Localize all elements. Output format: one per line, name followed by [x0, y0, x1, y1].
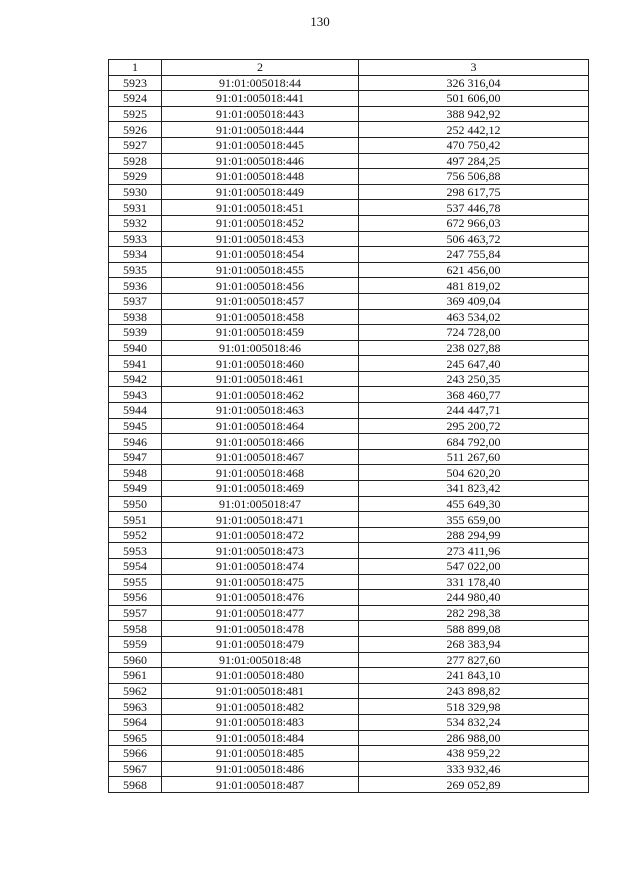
table-row [109, 590, 589, 606]
cadastral-number-cell: 91:01:005018:443 [162, 106, 359, 122]
value-cell: 463 534,02 [359, 309, 589, 325]
cadastral-number-cell: 91:01:005018:478 [162, 621, 359, 637]
value-cell: 684 792,00 [359, 434, 589, 450]
value-cell: 547 022,00 [359, 559, 589, 575]
cadastral-number-cell: 91:01:005018:446 [162, 153, 359, 169]
row-number-cell: 5929 [109, 169, 162, 185]
cadastral-number-cell: 91:01:005018:441 [162, 91, 359, 107]
value-cell: 455 649,30 [359, 496, 589, 512]
cadastral-number-cell: 91:01:005018:464 [162, 418, 359, 434]
row-number-cell: 5924 [109, 91, 162, 107]
value-cell: 243 250,35 [359, 371, 589, 387]
row-number-cell: 5943 [109, 387, 162, 403]
cadastral-number-cell: 91:01:005018:448 [162, 169, 359, 185]
cadastral-number-cell: 91:01:005018:467 [162, 449, 359, 465]
table-row [109, 278, 589, 294]
value-cell: 288 294,99 [359, 527, 589, 543]
row-number-cell: 5949 [109, 481, 162, 497]
table-row [109, 574, 589, 590]
row-number-cell: 5961 [109, 668, 162, 684]
cadastral-number-cell: 91:01:005018:485 [162, 746, 359, 762]
value-cell: 388 942,92 [359, 106, 589, 122]
row-number-cell: 5930 [109, 184, 162, 200]
cadastral-number-cell: 91:01:005018:475 [162, 574, 359, 590]
table-row [109, 75, 589, 91]
table-row [109, 636, 589, 652]
table-row [109, 293, 589, 309]
row-number-cell: 5947 [109, 449, 162, 465]
row-number-cell: 5952 [109, 527, 162, 543]
row-number-cell: 5958 [109, 621, 162, 637]
table-row [109, 559, 589, 575]
table-row [109, 652, 589, 668]
value-cell: 438 959,22 [359, 746, 589, 762]
row-number-cell: 5940 [109, 340, 162, 356]
table-row [109, 122, 589, 138]
table-row [109, 137, 589, 153]
row-number-cell: 5923 [109, 75, 162, 91]
table-row [109, 434, 589, 450]
cadastral-number-cell: 91:01:005018:479 [162, 636, 359, 652]
table-row [109, 683, 589, 699]
column-header-3: 3 [359, 60, 589, 76]
row-number-cell: 5925 [109, 106, 162, 122]
table-row [109, 668, 589, 684]
row-number-cell: 5956 [109, 590, 162, 606]
table-row [109, 777, 589, 793]
cadastral-number-cell: 91:01:005018:484 [162, 730, 359, 746]
value-cell: 247 755,84 [359, 247, 589, 263]
table-row [109, 543, 589, 559]
row-number-cell: 5968 [109, 777, 162, 793]
value-cell: 286 988,00 [359, 730, 589, 746]
cadastral-number-cell: 91:01:005018:487 [162, 777, 359, 793]
table-row [109, 527, 589, 543]
row-number-cell: 5963 [109, 699, 162, 715]
table-row [109, 761, 589, 777]
row-number-cell: 5934 [109, 247, 162, 263]
column-header-2: 2 [162, 60, 359, 76]
row-number-cell: 5937 [109, 293, 162, 309]
row-number-cell: 5965 [109, 730, 162, 746]
cadastral-number-cell: 91:01:005018:473 [162, 543, 359, 559]
row-number-cell: 5957 [109, 605, 162, 621]
row-number-cell: 5966 [109, 746, 162, 762]
value-cell: 333 932,46 [359, 761, 589, 777]
cadastral-number-cell: 91:01:005018:458 [162, 309, 359, 325]
cadastral-number-cell: 91:01:005018:461 [162, 371, 359, 387]
row-number-cell: 5932 [109, 215, 162, 231]
table-row [109, 512, 589, 528]
row-number-cell: 5946 [109, 434, 162, 450]
table-row [109, 231, 589, 247]
value-cell: 273 411,96 [359, 543, 589, 559]
row-number-cell: 5950 [109, 496, 162, 512]
table-row [109, 356, 589, 372]
value-cell: 368 460,77 [359, 387, 589, 403]
row-number-cell: 5941 [109, 356, 162, 372]
cadastral-number-cell: 91:01:005018:47 [162, 496, 359, 512]
cadastral-number-cell: 91:01:005018:486 [162, 761, 359, 777]
table-row [109, 309, 589, 325]
value-cell: 244 980,40 [359, 590, 589, 606]
table-row [109, 169, 589, 185]
value-cell: 537 446,78 [359, 200, 589, 216]
value-cell: 470 750,42 [359, 137, 589, 153]
table-row [109, 200, 589, 216]
value-cell: 326 316,04 [359, 75, 589, 91]
row-number-cell: 5967 [109, 761, 162, 777]
value-cell: 238 027,88 [359, 340, 589, 356]
row-number-cell: 5945 [109, 418, 162, 434]
value-cell: 241 843,10 [359, 668, 589, 684]
value-cell: 252 442,12 [359, 122, 589, 138]
value-cell: 295 200,72 [359, 418, 589, 434]
table-row [109, 215, 589, 231]
row-number-cell: 5964 [109, 714, 162, 730]
row-number-cell: 5935 [109, 262, 162, 278]
value-cell: 756 506,88 [359, 169, 589, 185]
row-number-cell: 5959 [109, 636, 162, 652]
table-row [109, 449, 589, 465]
table-row [109, 605, 589, 621]
page-number: 130 [310, 14, 330, 29]
table-row [109, 746, 589, 762]
row-number-cell: 5939 [109, 325, 162, 341]
cadastral-number-cell: 91:01:005018:480 [162, 668, 359, 684]
row-number-cell: 5942 [109, 371, 162, 387]
value-cell: 331 178,40 [359, 574, 589, 590]
row-number-cell: 5931 [109, 200, 162, 216]
cadastral-number-cell: 91:01:005018:482 [162, 699, 359, 715]
table-row [109, 699, 589, 715]
table-row [109, 465, 589, 481]
table-row [109, 106, 589, 122]
column-header-1: 1 [109, 60, 162, 76]
cadastral-number-cell: 91:01:005018:44 [162, 75, 359, 91]
cadastral-number-cell: 91:01:005018:449 [162, 184, 359, 200]
value-cell: 481 819,02 [359, 278, 589, 294]
table-row [109, 371, 589, 387]
table-row [109, 247, 589, 263]
cadastral-number-cell: 91:01:005018:453 [162, 231, 359, 247]
table-body [109, 75, 589, 792]
cadastral-number-cell: 91:01:005018:476 [162, 590, 359, 606]
table-row [109, 262, 589, 278]
cadastral-number-cell: 91:01:005018:468 [162, 465, 359, 481]
row-number-cell: 5948 [109, 465, 162, 481]
value-cell: 277 827,60 [359, 652, 589, 668]
cadastral-number-cell: 91:01:005018:456 [162, 278, 359, 294]
row-number-cell: 5962 [109, 683, 162, 699]
cadastral-number-cell: 91:01:005018:483 [162, 714, 359, 730]
row-number-cell: 5944 [109, 403, 162, 419]
cadastral-number-cell: 91:01:005018:474 [162, 559, 359, 575]
cadastral-number-cell: 91:01:005018:46 [162, 340, 359, 356]
cadastral-number-cell: 91:01:005018:444 [162, 122, 359, 138]
row-number-cell: 5936 [109, 278, 162, 294]
row-number-cell: 5955 [109, 574, 162, 590]
table-row [109, 481, 589, 497]
cadastral-number-cell: 91:01:005018:466 [162, 434, 359, 450]
row-number-cell: 5954 [109, 559, 162, 575]
value-cell: 518 329,98 [359, 699, 589, 715]
value-cell: 497 284,25 [359, 153, 589, 169]
cadastral-number-cell: 91:01:005018:454 [162, 247, 359, 263]
table-row [109, 153, 589, 169]
cadastral-number-cell: 91:01:005018:471 [162, 512, 359, 528]
row-number-cell: 5951 [109, 512, 162, 528]
cadastral-number-cell: 91:01:005018:460 [162, 356, 359, 372]
cadastral-number-cell: 91:01:005018:462 [162, 387, 359, 403]
cadastral-number-cell: 91:01:005018:472 [162, 527, 359, 543]
row-number-cell: 5938 [109, 309, 162, 325]
value-cell: 355 659,00 [359, 512, 589, 528]
row-number-cell: 5927 [109, 137, 162, 153]
value-cell: 511 267,60 [359, 449, 589, 465]
value-cell: 506 463,72 [359, 231, 589, 247]
value-cell: 341 823,42 [359, 481, 589, 497]
value-cell: 245 647,40 [359, 356, 589, 372]
cadastral-number-cell: 91:01:005018:455 [162, 262, 359, 278]
table-row [109, 714, 589, 730]
table-header-row [109, 60, 589, 76]
value-cell: 534 832,24 [359, 714, 589, 730]
cadastral-number-cell: 91:01:005018:459 [162, 325, 359, 341]
data-table [108, 59, 589, 793]
cadastral-number-cell: 91:01:005018:451 [162, 200, 359, 216]
table-row [109, 496, 589, 512]
value-cell: 269 052,89 [359, 777, 589, 793]
row-number-cell: 5926 [109, 122, 162, 138]
table-row [109, 621, 589, 637]
value-cell: 244 447,71 [359, 403, 589, 419]
value-cell: 504 620,20 [359, 465, 589, 481]
table-row [109, 325, 589, 341]
value-cell: 268 383,94 [359, 636, 589, 652]
table-row [109, 418, 589, 434]
value-cell: 621 456,00 [359, 262, 589, 278]
row-number-cell: 5933 [109, 231, 162, 247]
value-cell: 724 728,00 [359, 325, 589, 341]
table-row [109, 403, 589, 419]
value-cell: 501 606,00 [359, 91, 589, 107]
row-number-cell: 5960 [109, 652, 162, 668]
cadastral-number-cell: 91:01:005018:445 [162, 137, 359, 153]
value-cell: 672 966,03 [359, 215, 589, 231]
table-row [109, 387, 589, 403]
value-cell: 369 409,04 [359, 293, 589, 309]
value-cell: 243 898,82 [359, 683, 589, 699]
cadastral-number-cell: 91:01:005018:452 [162, 215, 359, 231]
cadastral-number-cell: 91:01:005018:469 [162, 481, 359, 497]
row-number-cell: 5928 [109, 153, 162, 169]
cadastral-number-cell: 91:01:005018:457 [162, 293, 359, 309]
table-row [109, 91, 589, 107]
value-cell: 298 617,75 [359, 184, 589, 200]
table-row [109, 184, 589, 200]
cadastral-number-cell: 91:01:005018:481 [162, 683, 359, 699]
table-row [109, 340, 589, 356]
value-cell: 588 899,08 [359, 621, 589, 637]
cadastral-number-cell: 91:01:005018:48 [162, 652, 359, 668]
row-number-cell: 5953 [109, 543, 162, 559]
value-cell: 282 298,38 [359, 605, 589, 621]
table-row [109, 730, 589, 746]
cadastral-number-cell: 91:01:005018:463 [162, 403, 359, 419]
cadastral-number-cell: 91:01:005018:477 [162, 605, 359, 621]
